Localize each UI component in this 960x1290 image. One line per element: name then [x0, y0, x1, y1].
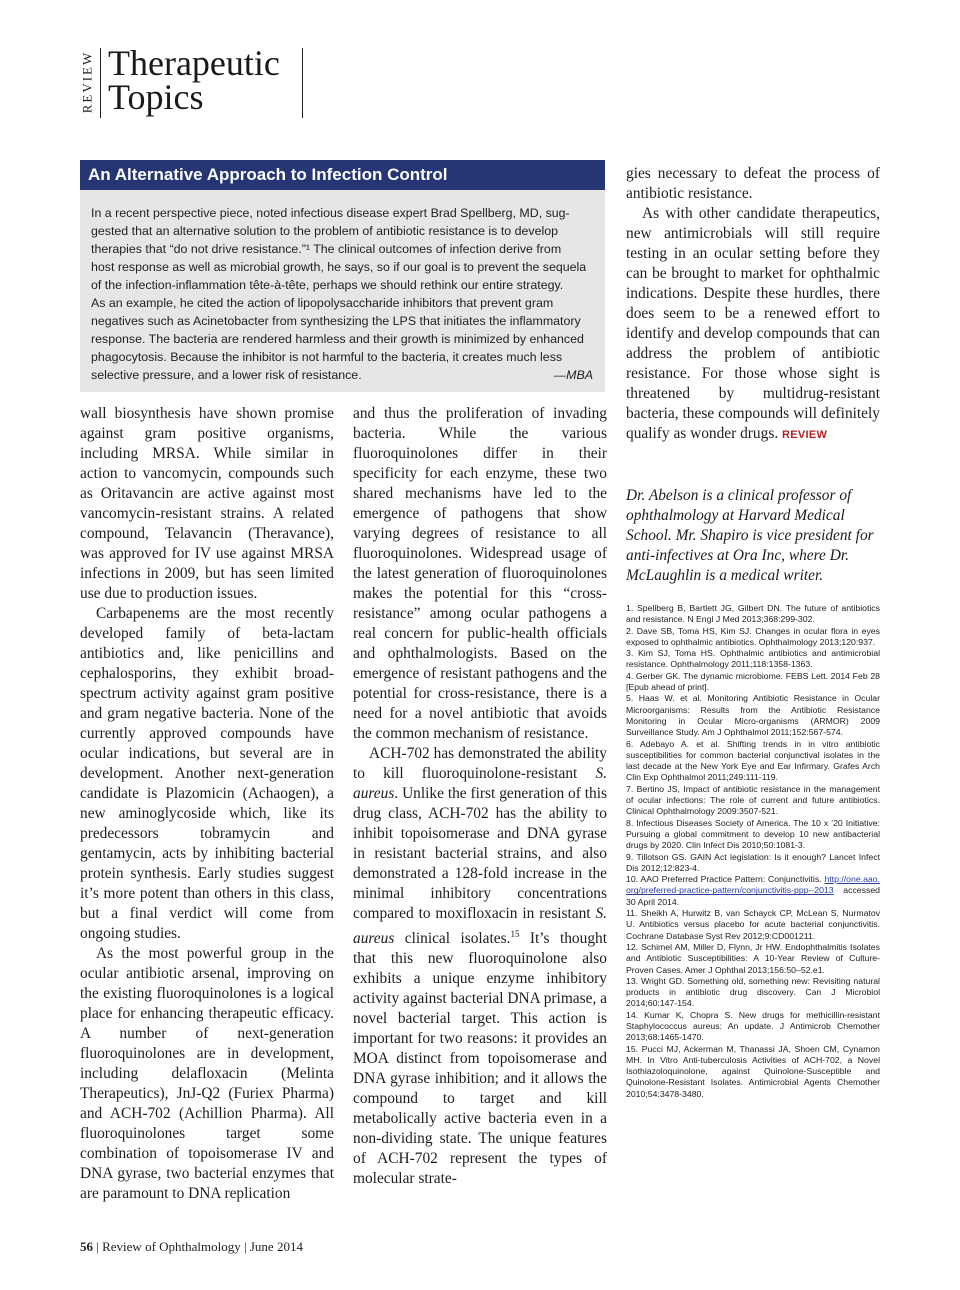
section-label-box [80, 48, 101, 118]
sidebar-signature: —MBA [553, 368, 593, 382]
paragraph: gies necessary to defeat the process of antibiotic resistance. [626, 165, 880, 202]
footer-separator: | [96, 1239, 99, 1254]
sidebar-box [80, 160, 605, 392]
organism-name: S. aureus [353, 765, 607, 802]
reference-item: 13. Wright GD. Something old, something new: Revisiting natural products in antibiotic drug discovery. Can J Microbiol 2014;60:147-154. [626, 975, 880, 1009]
text-run: clinical isolates. [394, 930, 511, 948]
section-label: REVIEW [79, 50, 95, 114]
organism-name: S. aureus [353, 905, 607, 948]
sidebar-line [91, 366, 593, 384]
issue-date: June 2014 [249, 1239, 303, 1254]
reference-text: accessed 30 April 2014. [626, 885, 880, 907]
sidebar-line: phagocytosis. Because the inhibitor is not harmful to the bacteria, it creates much less [91, 350, 563, 364]
reference-item: 7. Bertino JS, Impact of antibiotic resistance in the management of ocular infections: The role of current and future antibiotics. Clinical Ophthalmology 2009:3507-521. [626, 783, 880, 817]
masthead-divider [302, 48, 303, 118]
paragraph [626, 204, 880, 444]
author-bio: Dr. Abelson is a clinical professor of ophthalmology at Harvard Medical School. Mr. Shapiro is vice president for anti-infectives at Ora Inc, where Dr. McLaughlin is a medical writer. [626, 487, 874, 584]
sidebar-line: host response as well as microbial growth, he says, so if our goal is to prevent the sequela [91, 260, 587, 274]
section-title-line2: Topics [108, 77, 204, 117]
reference-item: 1. Spellberg B, Bartlett JG, Gilbert DN. The future of antibiotics and resistance. N Engl J Med 2013;368:299-302. [626, 603, 880, 625]
section-title [108, 43, 280, 117]
end-mark: REVIEW [782, 429, 828, 441]
body-column-3 [626, 164, 880, 444]
reference-item: 2. Dave SB, Toma HS, Kim SJ. Changes in ocular flora in eyes exposed to ophthalmic antibiotics. Ophthalmology 2013;120:937. [626, 625, 880, 647]
reference-item: 12. Schimel AM, Miller D, Flynn, Jr HW. Endophthalmitis Isolates and Antibiotic Susceptibilities: A 10-Year Review of Culture-Proven Cases. Amer J Ophthal 2013;156:50–52.e1. [626, 941, 880, 975]
paragraph [353, 744, 607, 1189]
sidebar-line: In a recent perspective piece, noted infectious disease expert Brad Spellberg, MD, sug- [91, 206, 570, 220]
sidebar-line: gested that an alternative solution to the problem of antibiotic resistance is to develop [91, 224, 558, 238]
citation-superscript: 15 [510, 929, 520, 939]
body-column-2 [353, 404, 607, 1189]
page-number: 56 [80, 1239, 93, 1254]
reference-item: 9. Tillotson GS. GAIN Act legislation: Is it enough? Lancet Infect Dis 2012;12:823-4. [626, 851, 880, 873]
text-run: ACH-702 has demonstrated the ability to kill fluoroquinolone-resistant [353, 745, 607, 782]
sidebar-line-text: selective pressure, and a lower risk of resistance. [91, 368, 362, 382]
paragraph: Carbapenems are the most recently developed family of beta-lactam antibiotics and, like penicillins and cephalosporins, they exhibit broad-spectrum activity against gram positive and gram negative bacteria. None of the currently approved compounds have ocular indications, but several are in development. Another next-generation candidate is Plazomicin (Achaogen), a new aminoglycoside which, like its predecessors tobramycin and gentamycin, acts by inhibiting bacterial protein synthesis. Early studies suggest it’s more potent than others in this class, but a final verdict will come from ongoing studies. [80, 605, 334, 942]
reference-link[interactable]: http://one.aao.org/preferred-practice-pattern/conjunctivitis-ppp--2013 [626, 874, 880, 896]
publication-name: Review of Ophthalmology [102, 1239, 241, 1254]
text-run: As with other candidate therapeutics, new antimicrobials will still require testing in an ocular setting before they can be brought to market for ophthalmic indications. Despite these hurdles, there does seem to be a renewed effort to identify and develop compounds that can address the problem of antibiotic resistance. For those whose sight is threatened by multidrug-resistant bacteria, these compounds will definitely qualify as wonder drugs. [626, 205, 880, 442]
text-run: . Unlike the first generation of this drug class, ACH-702 has the ability to inhibit topoisomerase and DNA gyrase in resistant bacterial strains, and also demonstrated a 128-fold increase in the minimal inhibitory concentrations compared to moxifloxacin in resistant [353, 785, 607, 922]
text-run: It’s thought that this new fluoroquinolone also exhibits a unique enzyme inhibitory activity against bacterial DNA primase, a novel bacterial target. This action is important for two reasons: it provides an MOA distinct from topoisomerase and DNA gyrase inhibition; and it allows the compound to target and kill metabolically active bacteria even in a non-dividing state. The unique features of ACH-702 represent the types of molecular strate- [353, 930, 607, 1188]
sidebar-line: therapies that “do not drive resistance.”¹ The clinical outcomes of infection derive from [91, 242, 562, 256]
sidebar-text [80, 190, 605, 384]
sidebar-line: of the infection-inflammation tête-à-tête, perhaps we should rethink our entire strategy. [91, 278, 564, 292]
sidebar-line: response. The bacteria are rendered harmless and their growth is minimized by enhanced [91, 332, 584, 346]
sidebar-line: As an example, he cited the action of lipopolysaccharide inhibitors that prevent gram [91, 296, 554, 310]
reference-item: 6. Adebayo A. et al. Shifting trends in in vitro antibiotic susceptibilities for common bacterial conjunctival isolates in the last decade at the New York Eye and Ear Infirmary. Grafes Arch Clin Exp Ophthalmol 2011;249:111-119. [626, 738, 880, 783]
sidebar-line: negatives such as Acinetobacter from synthesizing the LPS that initiates the inflammatory [91, 314, 581, 328]
body-column-1 [80, 404, 334, 1204]
reference-text: 10. AAO Preferred Practice Pattern: Conjunctivitis. [626, 874, 825, 885]
reference-item [626, 874, 880, 908]
paragraph: wall biosynthesis have shown promise against gram positive organisms, including MRSA. While similar in action to vancomycin, compounds such as Oritavancin are active against most vancomycin-resistant strains. A related compound, Telavancin (Theravance), was approved for IV use against MRSA infections in 2009, but has seen limited use due to production issues. [80, 405, 334, 602]
paragraph: and thus the proliferation of invading bacteria. While the various fluoroquinolones differ in their specificity for each enzyme, these two shared mechanisms have led to the emergence of pathogens that show varying degrees of resistance to all fluoroquinolones. Widespread usage of the latest generation of fluoroquinolones makes the potential for this “cross-resistance” among ocular pathogens a real concern for public-health officials and ophthalmologists. Based on the emergence of resistant pathogens and the potential for cross-resistance, there is a need for a novel antibiotic that avoids the common mechanism of resistance. [353, 405, 607, 742]
reference-item: 3. Kim SJ, Toma HS. Ophthalmic antibiotics and antimicrobial resistance. Ophthalmology 2011;118:1358-1363. [626, 648, 880, 670]
sidebar-title: An Alternative Approach to Infection Control [80, 160, 605, 190]
reference-item: 14. Kumar K, Chopra S. New drugs for methicillin-resistant Staphylococcus aureus: An update. J Antimicrob Chemother 2013;68:1465-1470. [626, 1009, 880, 1043]
section-title-line1: Therapeutic [108, 43, 280, 83]
reference-item: 8. Infectious Diseases Society of America. The 10 x ’20 Initiative: Pursuing a global commitment to develop 10 new antibacterial drugs by 2020. Clin Infect Dis 2010;50:1081-3. [626, 817, 880, 851]
reference-item: 4. Gerber GK. The dynamic microbiome. FEBS Lett. 2014 Feb 28 [Epub ahead of print]. [626, 670, 880, 693]
paragraph: As the most powerful group in the ocular antibiotic arsenal, improving on the existing fluoroquinolones is a logical place for enhancing therapeutic efficacy. A number of next-generation fluoroquinolones are in development, including delafloxacin (Melinta Therapeutics), JnJ-Q2 (Furiex Pharma) and ACH-702 (Achillion Pharma). All fluoroquinolones target some combination of topoisomerase IV and DNA gyrase, two bacterial enzymes that are paramount to DNA replication [80, 945, 334, 1202]
reference-item: 5. Haas W. et al. Monitoring Antibiotic Resistance in Ocular Microorganisms: Results from the Antibiotic Resistance Monitoring in Ocular Micro-organisms (ARMOR) 2009 Surveillance Study. Am J Ophthalmol 2011;152:567-574. [626, 693, 880, 738]
references [626, 603, 880, 1100]
page-footer [80, 1239, 303, 1255]
reference-item: 15. Pucci MJ, Ackerman M, Thanassi JA, Shoen CM, Cynamon MH. In Vitro Anti-tuberculosis Activities of ACH-702, a Novel Isothiazoloquinolone, against Quinolone-Susceptible and Quinolone-Resistant Isolates. Antimicrobial Agents Chemother 2010;54:3478-3480. [626, 1043, 880, 1099]
footer-separator: | [244, 1239, 247, 1254]
reference-item: 11. Sheikh A, Hurwitz B, van Schayck CP, McLean S, Nurmatov U. Antibiotics versus placebo for acute bacterial conjunctivitis. Cochrane Database Syst Rev 2012;9:CD001211. [626, 908, 880, 941]
